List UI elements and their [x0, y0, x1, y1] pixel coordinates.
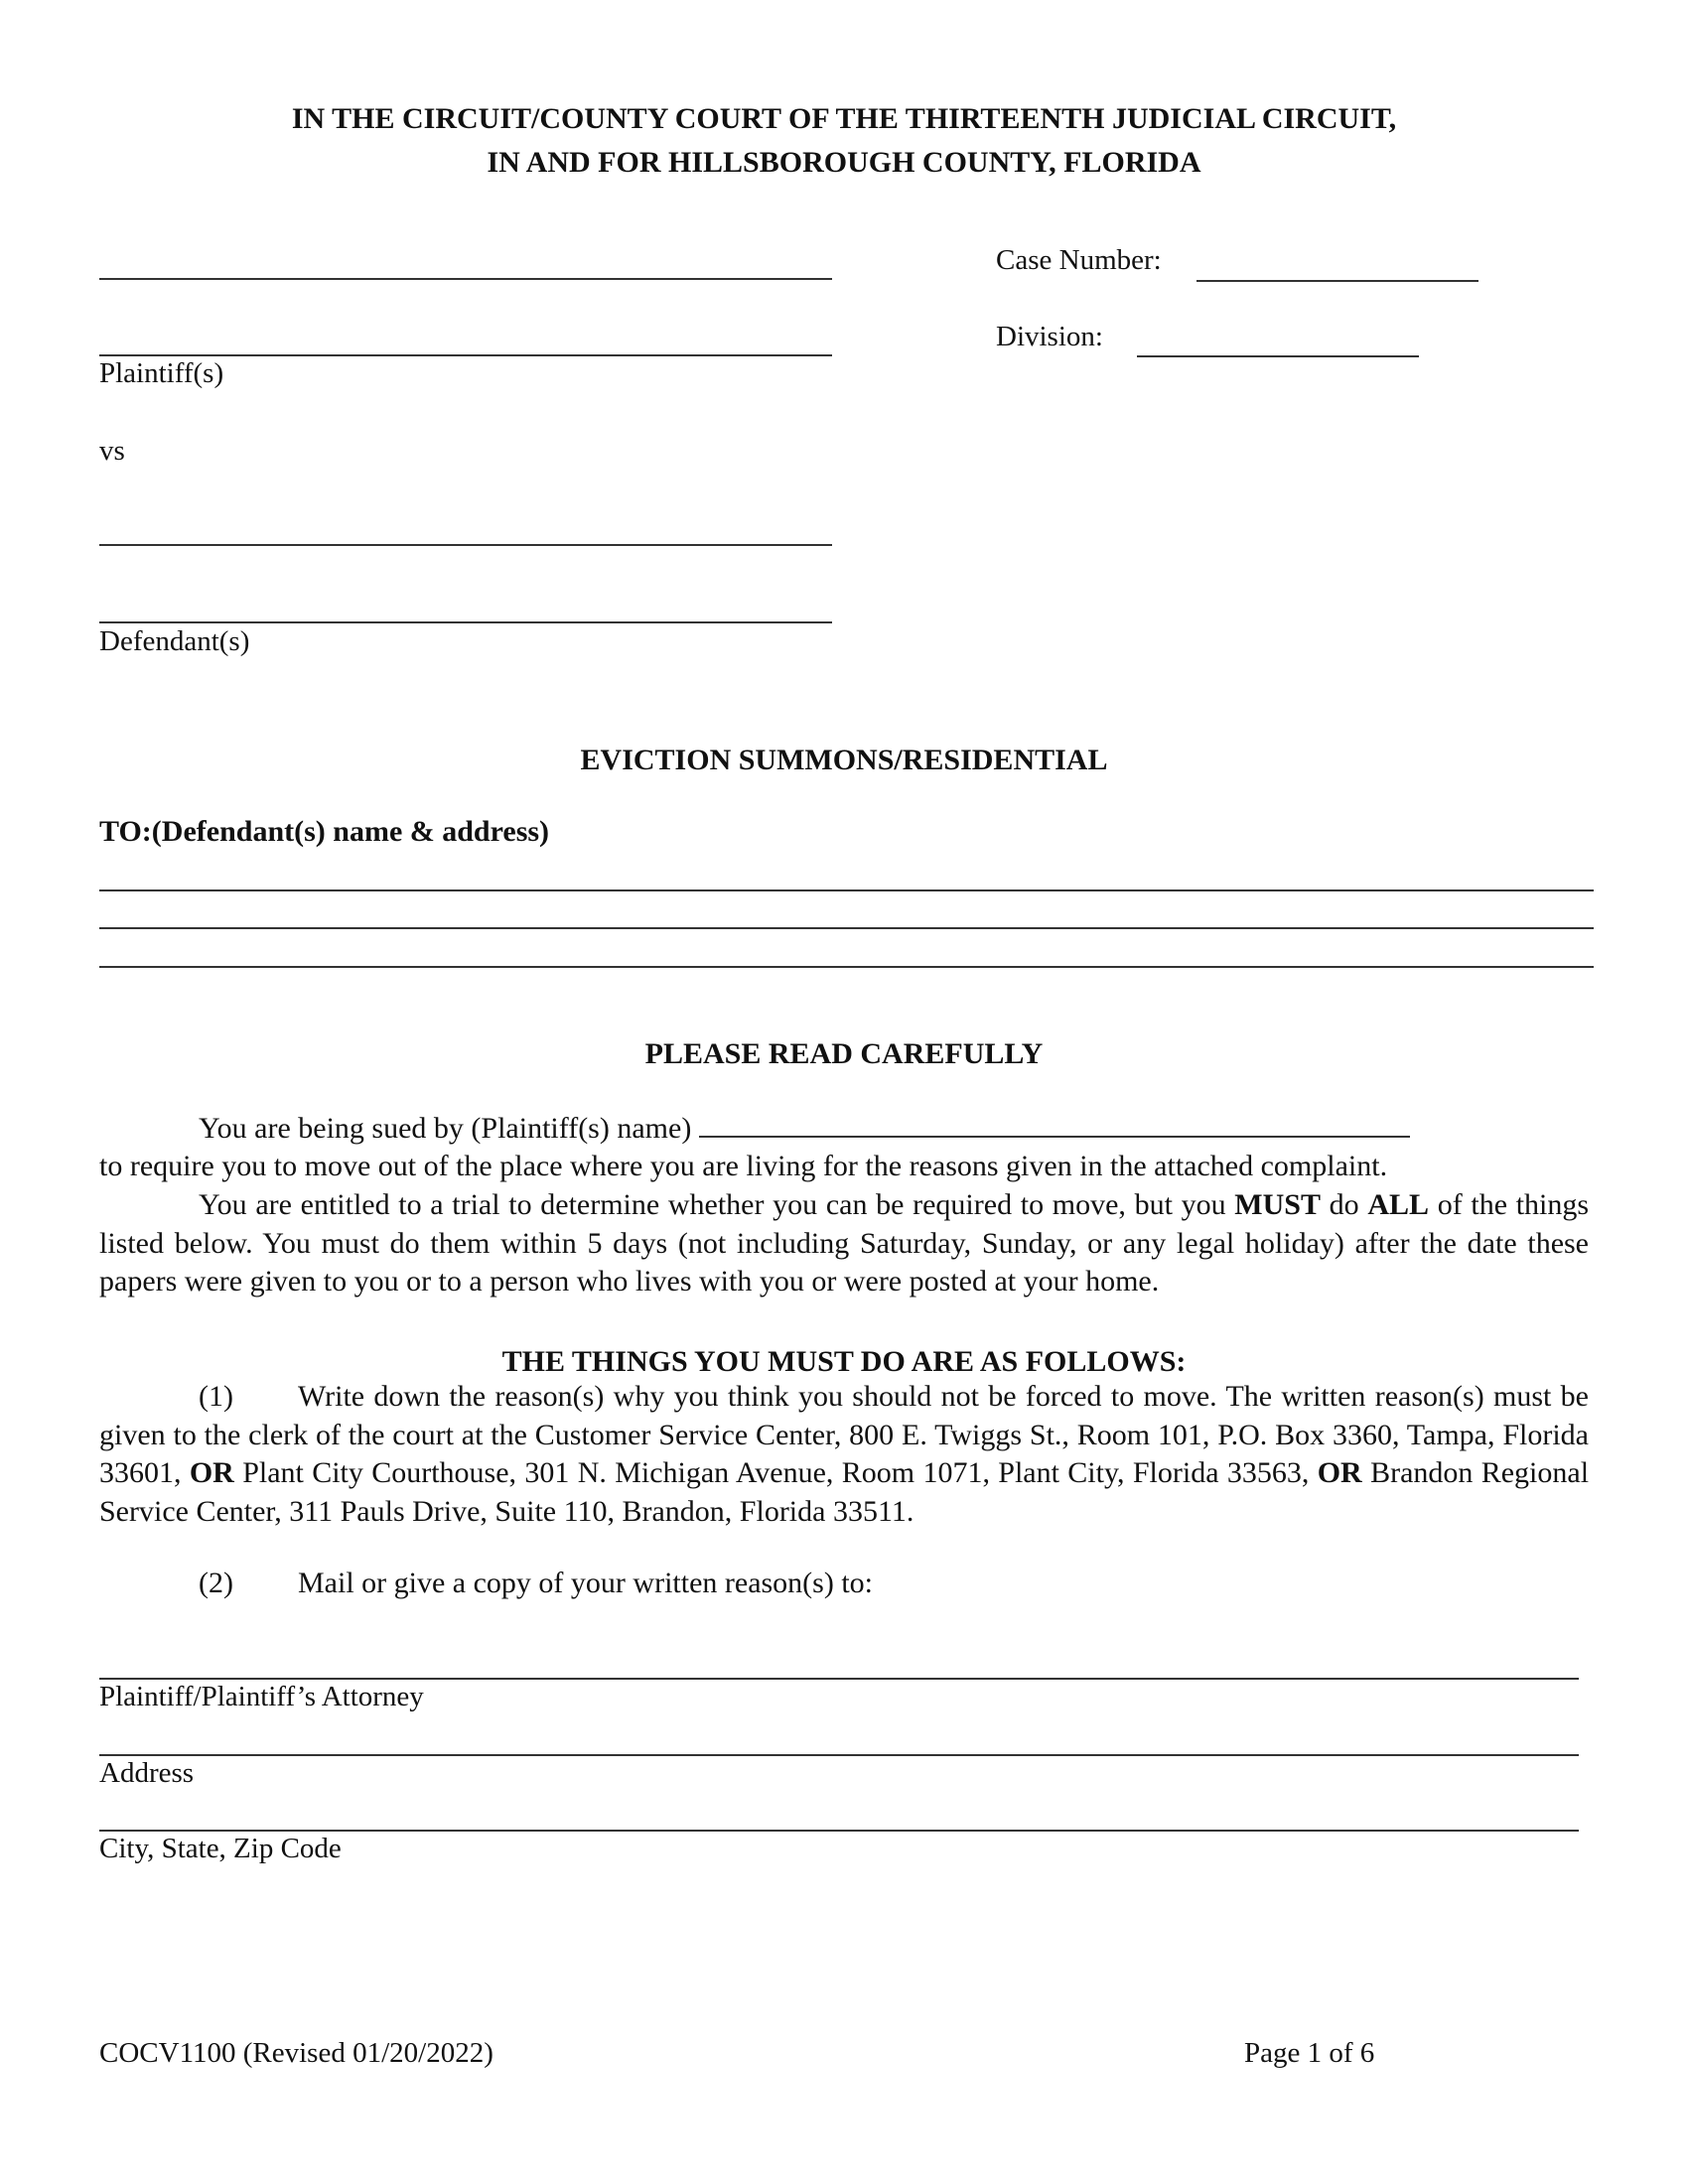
trial-paragraph [99, 1186, 1589, 1301]
to-label: TO:(Defendant(s) name & address) [99, 815, 550, 848]
address-field[interactable] [99, 1754, 1579, 1756]
plaintiff-label: Plaintiff(s) [99, 357, 224, 389]
must-emphasis: MUST [1234, 1188, 1321, 1221]
item-1-or-1: OR [189, 1456, 234, 1489]
document-title: EVICTION SUMMONS/RESIDENTIAL [580, 744, 1108, 776]
court-header-line-2: IN AND FOR HILLSBOROUGH COUNTY, FLORIDA [487, 146, 1201, 179]
sued-by-text: You are being sued by (Plaintiff(s) name) [199, 1112, 692, 1145]
attorney-label: Plaintiff/Plaintiff’s Attorney [99, 1681, 424, 1712]
item-2-number: (2) [199, 1567, 233, 1599]
trial-text-b: do [1329, 1188, 1359, 1221]
all-emphasis: ALL [1367, 1188, 1430, 1221]
trial-text-a: You are entitled to a trial to determine whether you can be required to move, but you [199, 1188, 1226, 1221]
sued-by-paragraph [99, 1110, 1589, 1149]
vs-label: vs [99, 435, 125, 467]
read-carefully-heading: PLEASE READ CAREFULLY [644, 1037, 1044, 1070]
trial-text-c: of the things listed below. You must do them within 5 days (not including Saturday, Sunday, or any legal holiday) after the date these papers were given to you or to a person who lives with you or were posted at your home. [99, 1188, 1590, 1297]
item-2-paragraph [99, 1565, 1589, 1603]
address-label: Address [99, 1757, 195, 1789]
case-number-field[interactable] [1196, 280, 1478, 282]
city-state-zip-label: City, State, Zip Code [99, 1833, 342, 1864]
item-1-text-c: Brandon Regional Service Center, 311 Pauls Drive, Suite 110, Brandon, Florida 33511. [99, 1456, 1590, 1528]
attorney-field[interactable] [99, 1678, 1579, 1680]
plaintiff-blank-2[interactable] [99, 354, 832, 356]
plaintiff-blank-1[interactable] [99, 278, 832, 280]
plaintiff-name-field[interactable] [699, 1110, 1410, 1138]
things-heading: THE THINGS YOU MUST DO ARE AS FOLLOWS: [501, 1345, 1187, 1378]
sued-by-continuation: to require you to move out of the place where you are living for the reasons given in the attached complaint. [99, 1150, 1388, 1182]
item-1-or-2: OR [1317, 1456, 1362, 1489]
court-header-line-1: IN THE CIRCUIT/COUNTY COURT OF THE THIRTEENTH JUDICIAL CIRCUIT, [291, 102, 1397, 135]
item-1-paragraph [99, 1378, 1589, 1531]
city-state-zip-field[interactable] [99, 1830, 1579, 1832]
form-id: COCV1100 (Revised 01/20/2022) [99, 2037, 493, 2069]
page-number: Page 1 of 6 [1244, 2037, 1375, 2069]
defendant-blank-2[interactable] [99, 621, 832, 623]
defendant-address-line-1[interactable] [99, 889, 1594, 891]
item-1-text-a: Write down the reason(s) why you think you should not be forced to move. The written reason(s) must be given to the clerk of the court at the Customer Service Center, 800 E. Twiggs St., Room 101, P.O. Box 3360, Tampa, Florida 33601, [99, 1380, 1589, 1489]
item-2-text: Mail or give a copy of your written reason(s) to: [298, 1567, 874, 1599]
defendant-address-line-2[interactable] [99, 927, 1594, 929]
defendant-address-line-3[interactable] [99, 966, 1594, 968]
division-field[interactable] [1137, 355, 1419, 357]
item-1-number: (1) [199, 1380, 233, 1413]
case-number-label: Case Number: [996, 244, 1162, 276]
division-label: Division: [996, 321, 1103, 352]
item-1-text-b: Plant City Courthouse, 301 N. Michigan Avenue, Room 1071, Plant City, Florida 33563, [242, 1456, 1310, 1489]
defendant-blank-1[interactable] [99, 544, 832, 546]
defendant-label: Defendant(s) [99, 625, 250, 657]
